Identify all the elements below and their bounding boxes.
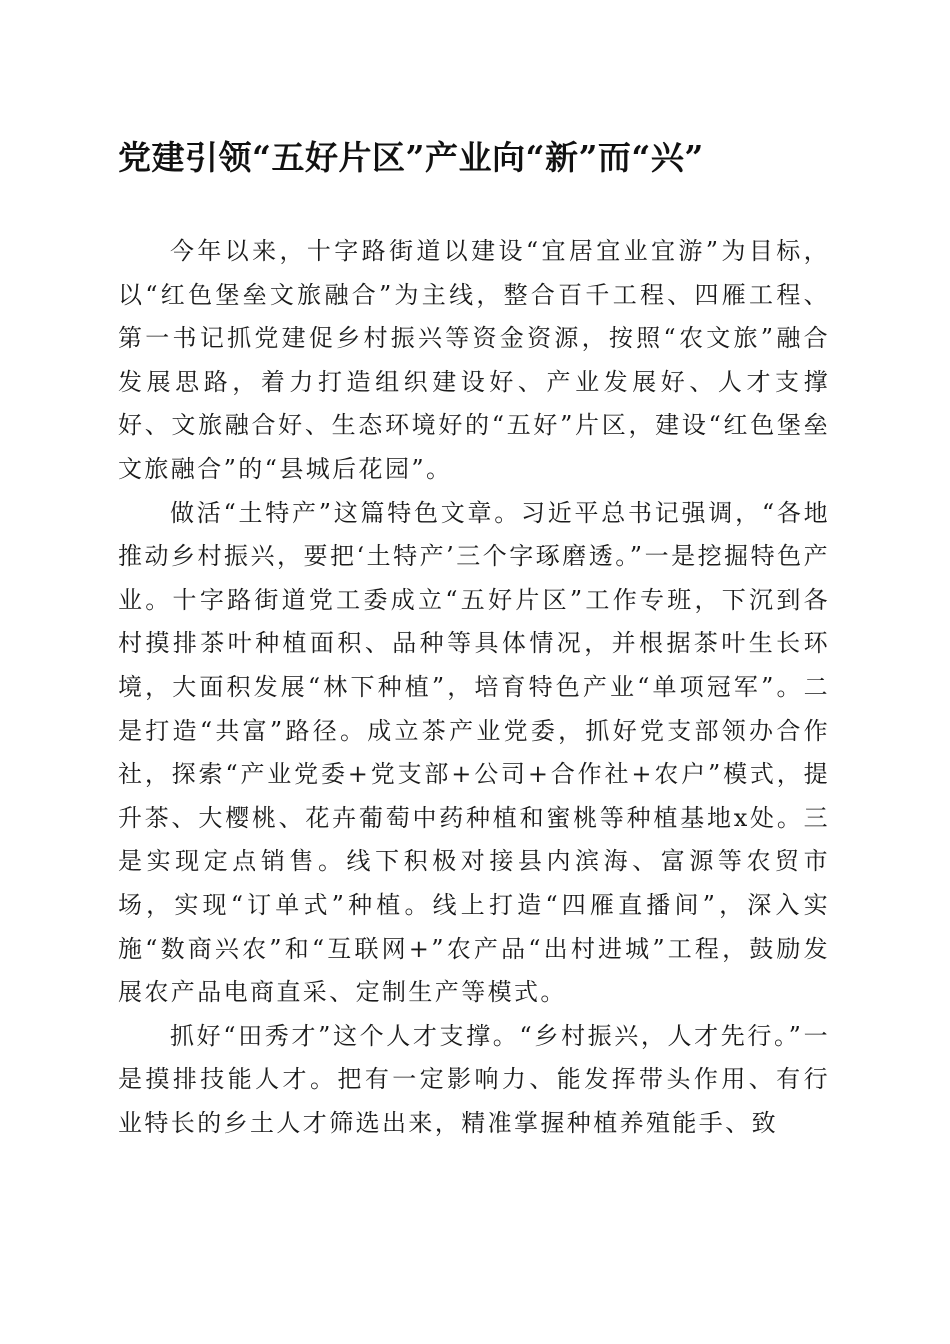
paragraph-intro: 今年以来，十字路街道以建设“宜居宜业宜游”为目标，以“红色堡垒文旅融合”为主线，整合百千工程、四雁工程、第一书记抓党建促乡村振兴等资金资源，按照“农文旅”融合发展思路，着力打造组织建设好、产业发展好、人才支撑好、文旅融合好、生态环境好的“五好”片区，建设“红色堡垒文旅融合”的“县城后花园”。 bbox=[118, 237, 830, 483]
paragraph-talent-support: 抓好“田秀才”这个人才支撑。“乡村振兴，人才先行。”一是摸排技能人才。把有一定影响力、能发挥带头作用、有行业特长的乡土人才筛选出来，精准掌握种植养殖能手、致 bbox=[118, 1021, 830, 1137]
document-body bbox=[118, 230, 830, 1145]
document-title: 党建引领“五好片区”产业向“新”而“兴” bbox=[118, 138, 704, 177]
paragraph-local-specialties: 做活“土特产”这篇特色文章。习近平总书记强调，“各地推动乡村振兴，要把‘土特产’三个字琢磨透。”一是挖掘特色产业。十字路街道党工委成立“五好片区”工作专班，下沉到各村摸排茶叶种植面积、品种等具体情况，并根据茶叶生长环境，大面积发展“林下种植”，培育特色产业“单项冠军”。二是打造“共富”路径。成立茶产业党委，抓好党支部领办合作社，探索“产业党委+党支部+公司+合作社+农户”模式，提升茶、大樱桃、花卉葡萄中药种植和蜜桃等种植基地x处。三是实现定点销售。线下积极对接县内滨海、富源等农贸市场，实现“订单式”种植。线上打造“四雁直播间”，深入实施“数商兴农”和“互联网+”农产品“出村进城”工程，鼓励发展农产品电商直采、定制生产等模式。 bbox=[118, 498, 830, 1007]
